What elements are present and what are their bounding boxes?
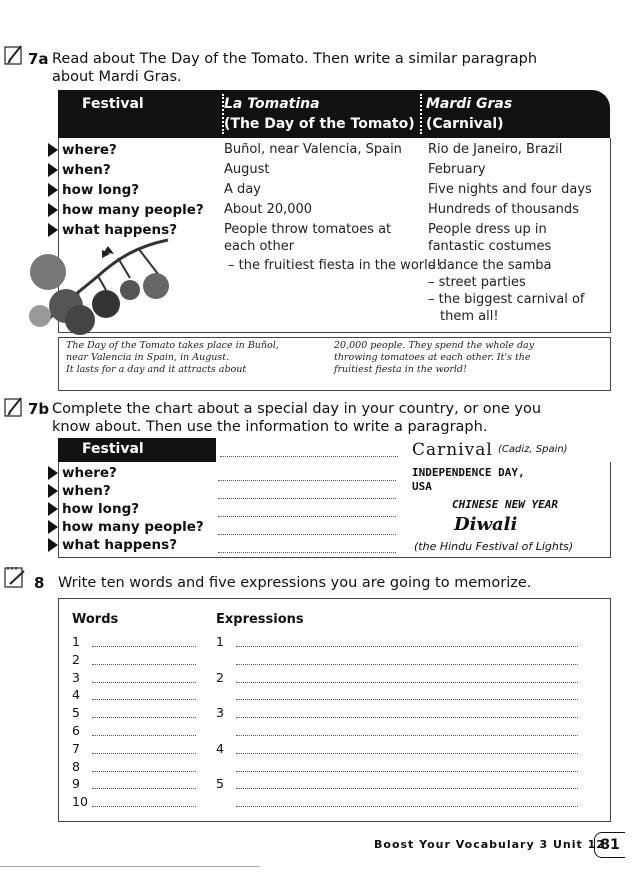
word-field[interactable] xyxy=(92,687,196,700)
question-how-long: how long? xyxy=(48,180,204,200)
page-number: 81 xyxy=(594,832,625,858)
question-when: when? xyxy=(48,482,204,500)
header-divider xyxy=(420,94,423,134)
expression-row xyxy=(216,759,586,776)
word-row xyxy=(72,670,202,687)
word-number: 4 xyxy=(72,687,80,703)
word-row xyxy=(72,776,202,793)
question-what-happens: what happens? xyxy=(48,220,204,240)
mardigras-happens-6: them all! xyxy=(440,309,499,324)
header-festival: Festival xyxy=(82,441,144,457)
expression-field[interactable] xyxy=(236,634,578,647)
expression-field[interactable] xyxy=(236,794,578,807)
footer-title: Boost Your Vocabulary 3 Unit 12 xyxy=(374,838,605,851)
expression-row xyxy=(216,705,586,722)
word-field[interactable] xyxy=(92,723,196,736)
tomato-vine-illustration xyxy=(18,228,178,340)
pencil-icon xyxy=(4,44,24,66)
question-when: when? xyxy=(48,160,204,180)
example-paragraph-right: 20,000 people. They spend the whole day throwing tomatoes at each other. It's the fruitiest fiesta in the world! xyxy=(334,340,535,375)
expression-row xyxy=(216,723,586,740)
word-field[interactable] xyxy=(92,652,196,665)
mardigras-when: February xyxy=(428,162,486,177)
question-where: where? xyxy=(48,140,204,160)
word-row xyxy=(72,794,202,811)
question-where: where? xyxy=(48,464,204,482)
expression-field[interactable] xyxy=(236,670,578,683)
word-field[interactable] xyxy=(92,634,196,647)
header-mardi-gras: Mardi Gras xyxy=(426,96,513,112)
word-number: 8 xyxy=(72,758,80,774)
word-row xyxy=(72,652,202,669)
expression-row xyxy=(216,776,586,793)
exercise-7b-instruction: Complete the chart about a special day in your country, or one you know about. Then use the information to write a paragraph. xyxy=(52,401,542,435)
arrow-icon xyxy=(48,163,58,177)
pencil-icon xyxy=(4,396,24,418)
word-number: 9 xyxy=(72,776,80,792)
exercise-8-instruction: Write ten words and five expressions you are going to memorize. xyxy=(58,575,532,591)
expression-number: 1 xyxy=(216,634,224,649)
word-field[interactable] xyxy=(92,670,196,683)
word-number: 6 xyxy=(72,723,80,738)
answer-when-field[interactable] xyxy=(218,486,396,499)
word-field[interactable] xyxy=(92,741,196,754)
expression-row xyxy=(216,741,586,758)
example-chinese-new-year: CHINESE NEW YEAR xyxy=(452,498,558,511)
exercise-number-8: 8 xyxy=(34,574,45,592)
expression-row xyxy=(216,652,586,669)
expression-number: 2 xyxy=(216,669,224,685)
word-field[interactable] xyxy=(92,794,196,807)
expressions-header: Expressions xyxy=(216,612,304,627)
word-field[interactable] xyxy=(92,705,196,718)
arrow-icon xyxy=(48,484,58,498)
word-field[interactable] xyxy=(92,776,196,789)
mardigras-happens-1: People dress up in xyxy=(428,222,547,237)
expression-field[interactable] xyxy=(236,741,578,754)
example-diwali: Diwali xyxy=(454,514,518,535)
header-day-of-tomato: (The Day of the Tomato) xyxy=(224,116,415,132)
expression-number: 4 xyxy=(216,740,224,756)
example-usa: USA xyxy=(412,480,432,493)
mardigras-how-many: Hundreds of thousands xyxy=(428,202,579,217)
word-row xyxy=(72,705,202,722)
arrow-icon xyxy=(48,143,58,157)
example-paragraph-left: The Day of the Tomato takes place in Buñol, near Valencia in Spain, in August. It lasts for a day and it attracts about xyxy=(66,340,279,375)
arrow-icon xyxy=(48,183,58,197)
word-field[interactable] xyxy=(92,759,196,772)
question-what-happens: what happens? xyxy=(48,536,204,554)
expression-field[interactable] xyxy=(236,776,578,789)
arrow-icon xyxy=(48,502,58,516)
table-header-7a xyxy=(58,90,610,138)
word-number: 2 xyxy=(72,651,80,667)
words-header: Words xyxy=(72,612,119,627)
tomatina-happens-1: People throw tomatoes at xyxy=(224,222,392,237)
expression-field[interactable] xyxy=(236,705,578,718)
answer-how-many-field[interactable] xyxy=(218,522,396,535)
answer-what-happens-field[interactable] xyxy=(218,540,396,553)
arrow-icon xyxy=(48,520,58,534)
question-list-7b xyxy=(48,464,204,554)
expression-number: 5 xyxy=(216,776,224,792)
mardigras-happens-5: – the biggest carnival of xyxy=(428,292,585,307)
mardigras-happens-4: – street parties xyxy=(428,275,526,290)
tomatina-happens-2: each other xyxy=(224,239,295,254)
mardigras-how-long: Five nights and four days xyxy=(428,182,592,197)
question-list-7a xyxy=(48,140,204,240)
word-number: 5 xyxy=(72,705,80,721)
example-independence-day: INDEPENDENCE DAY, xyxy=(412,466,525,479)
answer-where-field[interactable] xyxy=(218,468,396,481)
example-carnival-note: (Cadiz, Spain) xyxy=(498,444,568,455)
expression-field[interactable] xyxy=(236,652,578,665)
header-festival: Festival xyxy=(82,96,144,112)
expression-row xyxy=(216,794,586,811)
expression-field[interactable] xyxy=(236,759,578,772)
word-number: 1 xyxy=(72,634,80,649)
arrow-icon xyxy=(48,538,58,552)
tomatina-how-many: About 20,000 xyxy=(224,202,313,217)
tomatina-how-long: A day xyxy=(224,182,261,197)
word-number: 10 xyxy=(72,794,88,810)
expression-row xyxy=(216,687,586,704)
example-carnival: Carnival xyxy=(412,440,493,460)
word-row xyxy=(72,634,202,651)
arrow-icon xyxy=(48,466,58,480)
mardigras-happens-3: – dance the samba xyxy=(428,258,552,273)
notepad-pencil-icon xyxy=(4,565,26,589)
expression-field[interactable] xyxy=(236,723,578,736)
word-number: 3 xyxy=(72,669,80,685)
tomatina-happens-3: – the fruitiest fiesta in the world! xyxy=(228,258,442,273)
question-how-many: how many people? xyxy=(48,200,204,220)
exercise-7a-instruction: Read about The Day of the Tomato. Then write a similar paragraph about Mardi Gras. xyxy=(52,51,538,85)
header-carnival: (Carnival) xyxy=(426,116,504,132)
word-row xyxy=(72,741,202,758)
header-la-tomatina: La Tomatina xyxy=(224,96,320,112)
word-row xyxy=(72,723,202,740)
expression-field[interactable] xyxy=(236,687,578,700)
question-how-long: how long? xyxy=(48,500,204,518)
expression-row xyxy=(216,670,586,687)
expression-number: 3 xyxy=(216,705,224,721)
arrow-icon xyxy=(48,203,58,217)
word-number: 7 xyxy=(72,740,80,756)
expression-row xyxy=(216,634,586,651)
tomatina-when: August xyxy=(224,162,270,177)
example-diwali-note: (the Hindu Festival of Lights) xyxy=(414,540,574,553)
word-row xyxy=(72,687,202,704)
exercise-number-7b: 7b xyxy=(28,400,50,418)
tomatina-where: Buñol, near Valencia, Spain xyxy=(224,142,402,157)
page-edge-line xyxy=(0,866,260,867)
mardigras-happens-2: fantastic costumes xyxy=(428,239,552,254)
word-row xyxy=(72,759,202,776)
question-how-many: how many people? xyxy=(48,518,204,536)
exercise-number-7a: 7a xyxy=(28,50,49,68)
mardigras-where: Rio de Janeiro, Brazil xyxy=(428,142,563,157)
answer-how-long-field[interactable] xyxy=(218,504,396,517)
